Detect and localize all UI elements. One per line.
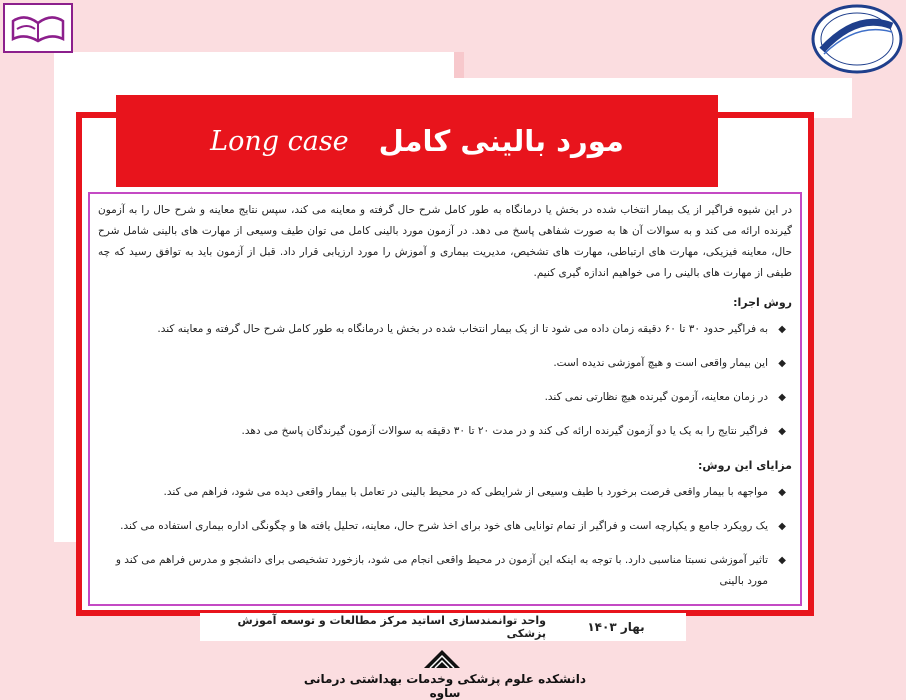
list-item	[98, 387, 792, 408]
content-box	[88, 192, 802, 606]
university-seal-icon	[810, 2, 904, 76]
list-item-text: تاثیر آموزشی نسبتا مناسبی دارد. با توجه به اینکه این آزمون در محیط واقعی انجام می شود، بازخورد تشخیصی برای دانشجو و مدرس فراهم می کند و مورد بالینی	[115, 554, 768, 587]
diamond-bullet-icon: ◆	[778, 426, 786, 437]
footer-unit: واحد توانمندسازی اساتید مرکز مطالعات و توسعه آموزش پزشکی	[200, 613, 546, 641]
university-name: دانشکده علوم پزشکی وخدمات بهداشتی درمانی ساوه	[303, 672, 587, 700]
list-item-text: این بیمار واقعی است و هیچ آموزشی ندیده است.	[553, 357, 768, 369]
title-banner	[116, 95, 718, 187]
list-item-text: به فراگیر حدود ۳۰ تا ۶۰ دقیقه زمان داده می شود تا از یک بیمار انتخاب شده در بخش یا درمانگاه به طور کامل شرح حال گرفته و معاینه کند.	[157, 323, 768, 335]
background-strip	[454, 52, 464, 78]
list-item	[98, 421, 792, 442]
list-item-text: در زمان معاینه، آزمون گیرنده هیچ نظارتی نمی کند.	[544, 391, 768, 403]
diamond-bullet-icon: ◆	[778, 392, 786, 403]
advantages-heading: مزایای این روش:	[698, 459, 792, 472]
list-item	[98, 353, 792, 374]
list-item	[98, 516, 792, 537]
procedure-heading: روش اجرا:	[733, 296, 792, 309]
list-item-text: مواجهه با بیمار واقعی فرصت برخورد با طیف وسیعی از شرایطی که در محیط بالینی در تعامل با بیمار واقعی دیده می شود، فراهم می کند.	[163, 486, 768, 498]
university-logo-icon	[420, 648, 464, 670]
list-item	[98, 482, 792, 503]
list-item-text: فراگیر نتایج را به یک یا دو آزمون گیرنده ارائه کی کند و در مدت ۲۰ تا ۳۰ دقیقه به سوالات آزمون گیرندگان پاسخ می دهد.	[241, 425, 768, 437]
list-item-text: یک رویکرد جامع و یکپارچه است و فراگیر از تمام توانایی های خود برای اخذ شرح حال، معاینه، تحلیل یافته ها و چگونگی اداره بیماری استفاده می کند.	[120, 520, 768, 532]
diamond-bullet-icon: ◆	[778, 555, 786, 566]
footer-season: بهار ۱۴۰۳	[546, 613, 686, 641]
open-book-logo-icon	[3, 3, 73, 53]
diamond-bullet-icon: ◆	[778, 487, 786, 498]
intro-paragraph: در این شیوه فراگیر از یک بیمار انتخاب شده در بخش یا درمانگاه به طور کامل شرح حال گرفته و معاینه می کند، سپس نتایج معاینه و شرح حال را به آزمون گیرنده ارائه می کند و به سوالات آن ها به صورت شفاهی پاسخ می دهد. در آزمون مورد بالینی کامل می توان طیف وسیعی از مهارت های بالینی شامل شرح حال، معاینه فیزیکی، مهارت های ارتباطی، مهارت های تشخیص، مدیریت بیماری و آموزش را مورد ارزیابی قرار داد. قبل از آزمون باید به توافق رسید که چه طیفی از مهارت های بالینی را می خواهیم اندازه گیری کنیم.	[98, 204, 792, 279]
page-title: مورد بالینی کامل	[378, 124, 624, 158]
diamond-bullet-icon: ◆	[778, 521, 786, 532]
diamond-bullet-icon: ◆	[778, 358, 786, 369]
advantages-list	[98, 482, 792, 592]
page-title-english: Long case	[210, 125, 349, 157]
diamond-bullet-icon: ◆	[778, 324, 786, 335]
list-item	[98, 550, 792, 592]
procedure-list	[98, 319, 792, 442]
list-item	[98, 319, 792, 340]
